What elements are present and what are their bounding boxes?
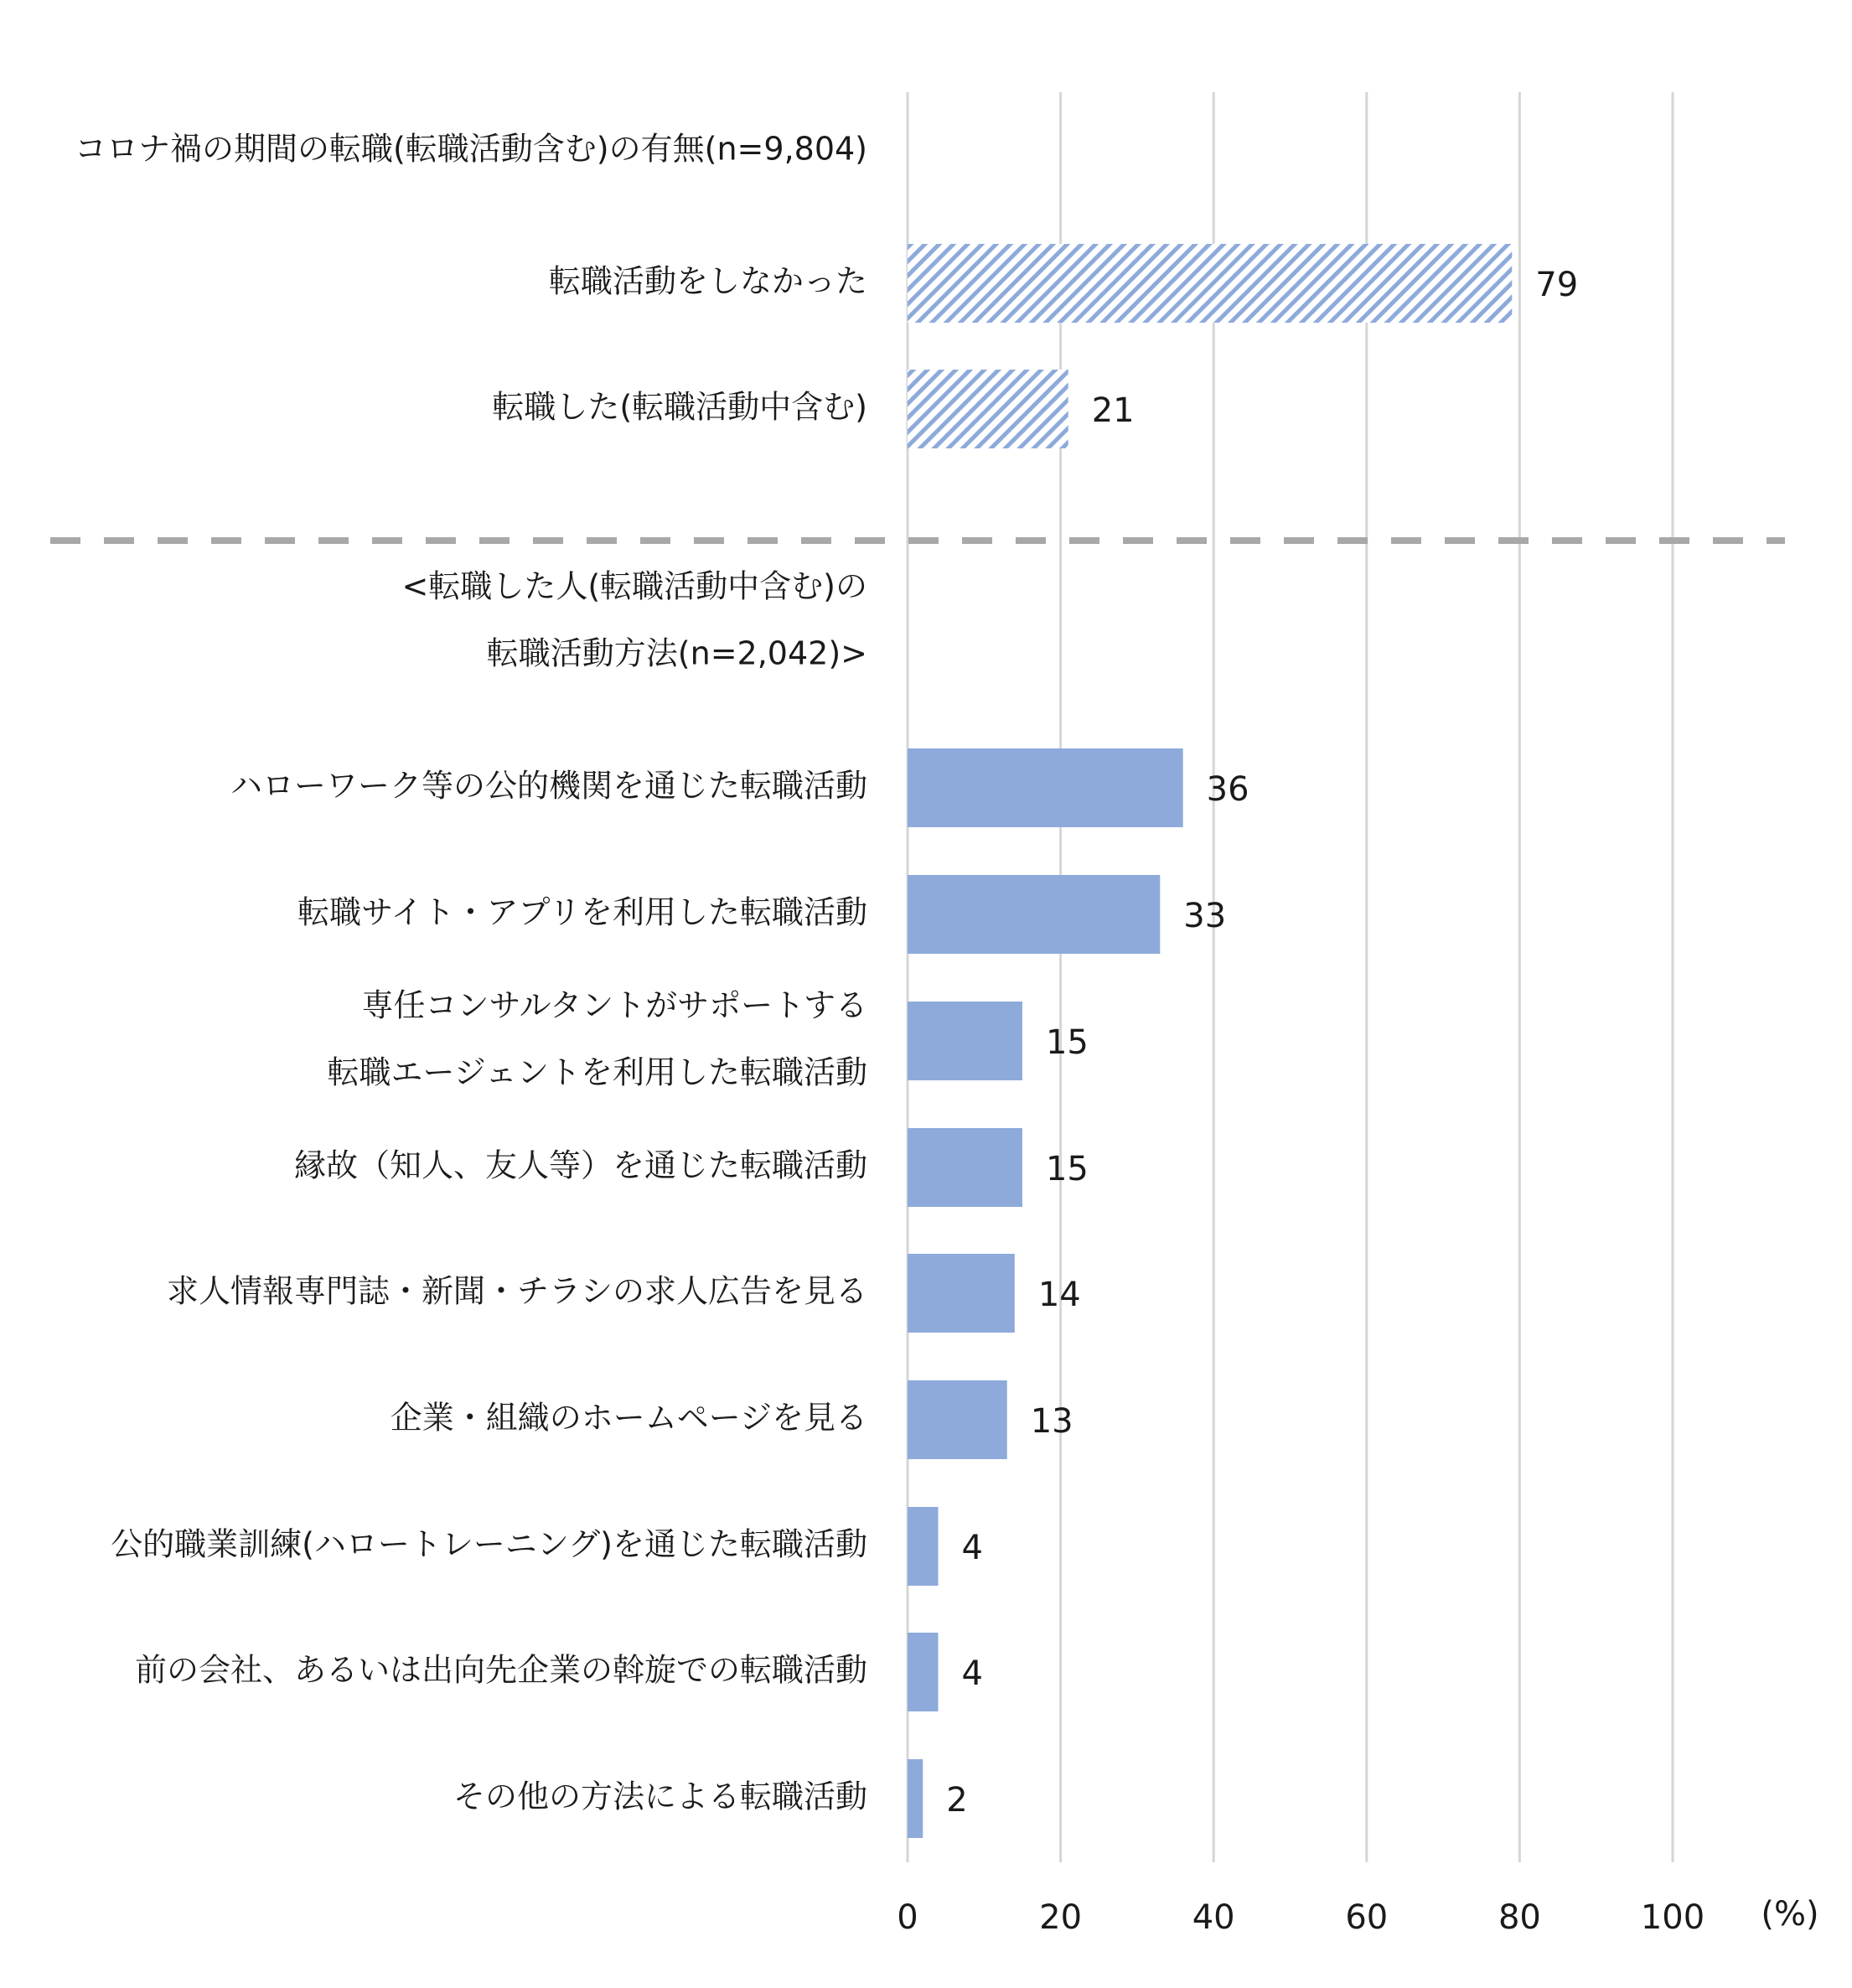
- category-label: 前の会社、あるいは出向先企業の斡旋での転職活動: [134, 1651, 867, 1689]
- data-label: 4: [961, 1654, 983, 1693]
- x-tick-label: 60: [1345, 1898, 1389, 1937]
- x-tick-label: 40: [1192, 1898, 1235, 1937]
- x-tick-label: 20: [1039, 1898, 1083, 1937]
- bar: [908, 1128, 1022, 1207]
- data-label: 14: [1037, 1276, 1081, 1314]
- bar: [908, 1507, 939, 1586]
- bars: [908, 244, 1512, 1838]
- category-label: 縁故（知人、友人等）を通じた転職活動: [293, 1147, 867, 1184]
- x-axis-unit: (%): [1761, 1895, 1819, 1934]
- bar: [908, 875, 1160, 954]
- bar: [908, 1002, 1022, 1080]
- group-title: 転職活動方法(n=2,042)>: [486, 634, 867, 672]
- category-label: 転職エージェントを利用した転職活動: [327, 1054, 867, 1091]
- data-label: 15: [1045, 1023, 1089, 1062]
- bar: [908, 1380, 1007, 1459]
- data-label: 33: [1183, 897, 1227, 935]
- category-label: 公的職業訓練(ハロートレーニング)を通じた転職活動: [111, 1525, 867, 1563]
- x-tick-label: 80: [1498, 1898, 1541, 1937]
- category-label: その他の方法による転職活動: [453, 1778, 867, 1815]
- x-axis: [897, 1895, 1818, 1937]
- category-label: 専任コンサルタントがサポートする: [361, 986, 867, 1024]
- labels: [75, 131, 1578, 1820]
- bar: [908, 1633, 939, 1711]
- category-label: 求人情報専門誌・新聞・チラシの求人広告を見る: [166, 1272, 867, 1310]
- data-label: 4: [961, 1529, 983, 1567]
- category-label: 企業・組織のホームページを見る: [390, 1399, 867, 1437]
- x-tick-label: 0: [897, 1898, 918, 1937]
- bar: [908, 748, 1183, 827]
- category-label: 転職サイト・アプリを利用した転職活動: [297, 893, 867, 931]
- data-label: 79: [1535, 266, 1579, 304]
- category-label: 転職した(転職活動中含む): [492, 388, 867, 426]
- bar: [908, 1254, 1015, 1333]
- x-tick-label: 100: [1640, 1898, 1705, 1937]
- bar: [908, 244, 1512, 323]
- gridlines: [908, 92, 1673, 1862]
- data-label: 2: [946, 1781, 968, 1820]
- data-label: 15: [1045, 1150, 1089, 1188]
- group-title: <転職した人(転職活動中含む)の: [401, 567, 867, 605]
- data-label: 36: [1206, 770, 1249, 809]
- category-label: ハローワーク等の公的機関を通じた転職活動: [230, 767, 867, 805]
- category-label: 転職活動をしなかった: [548, 262, 867, 300]
- bar: [908, 1759, 923, 1838]
- data-label: 21: [1091, 391, 1135, 430]
- bar: [908, 370, 1068, 448]
- group-title: コロナ禍の期間の転職(転職活動含む)の有無(n=9,804): [74, 130, 867, 168]
- data-label: 13: [1030, 1402, 1073, 1441]
